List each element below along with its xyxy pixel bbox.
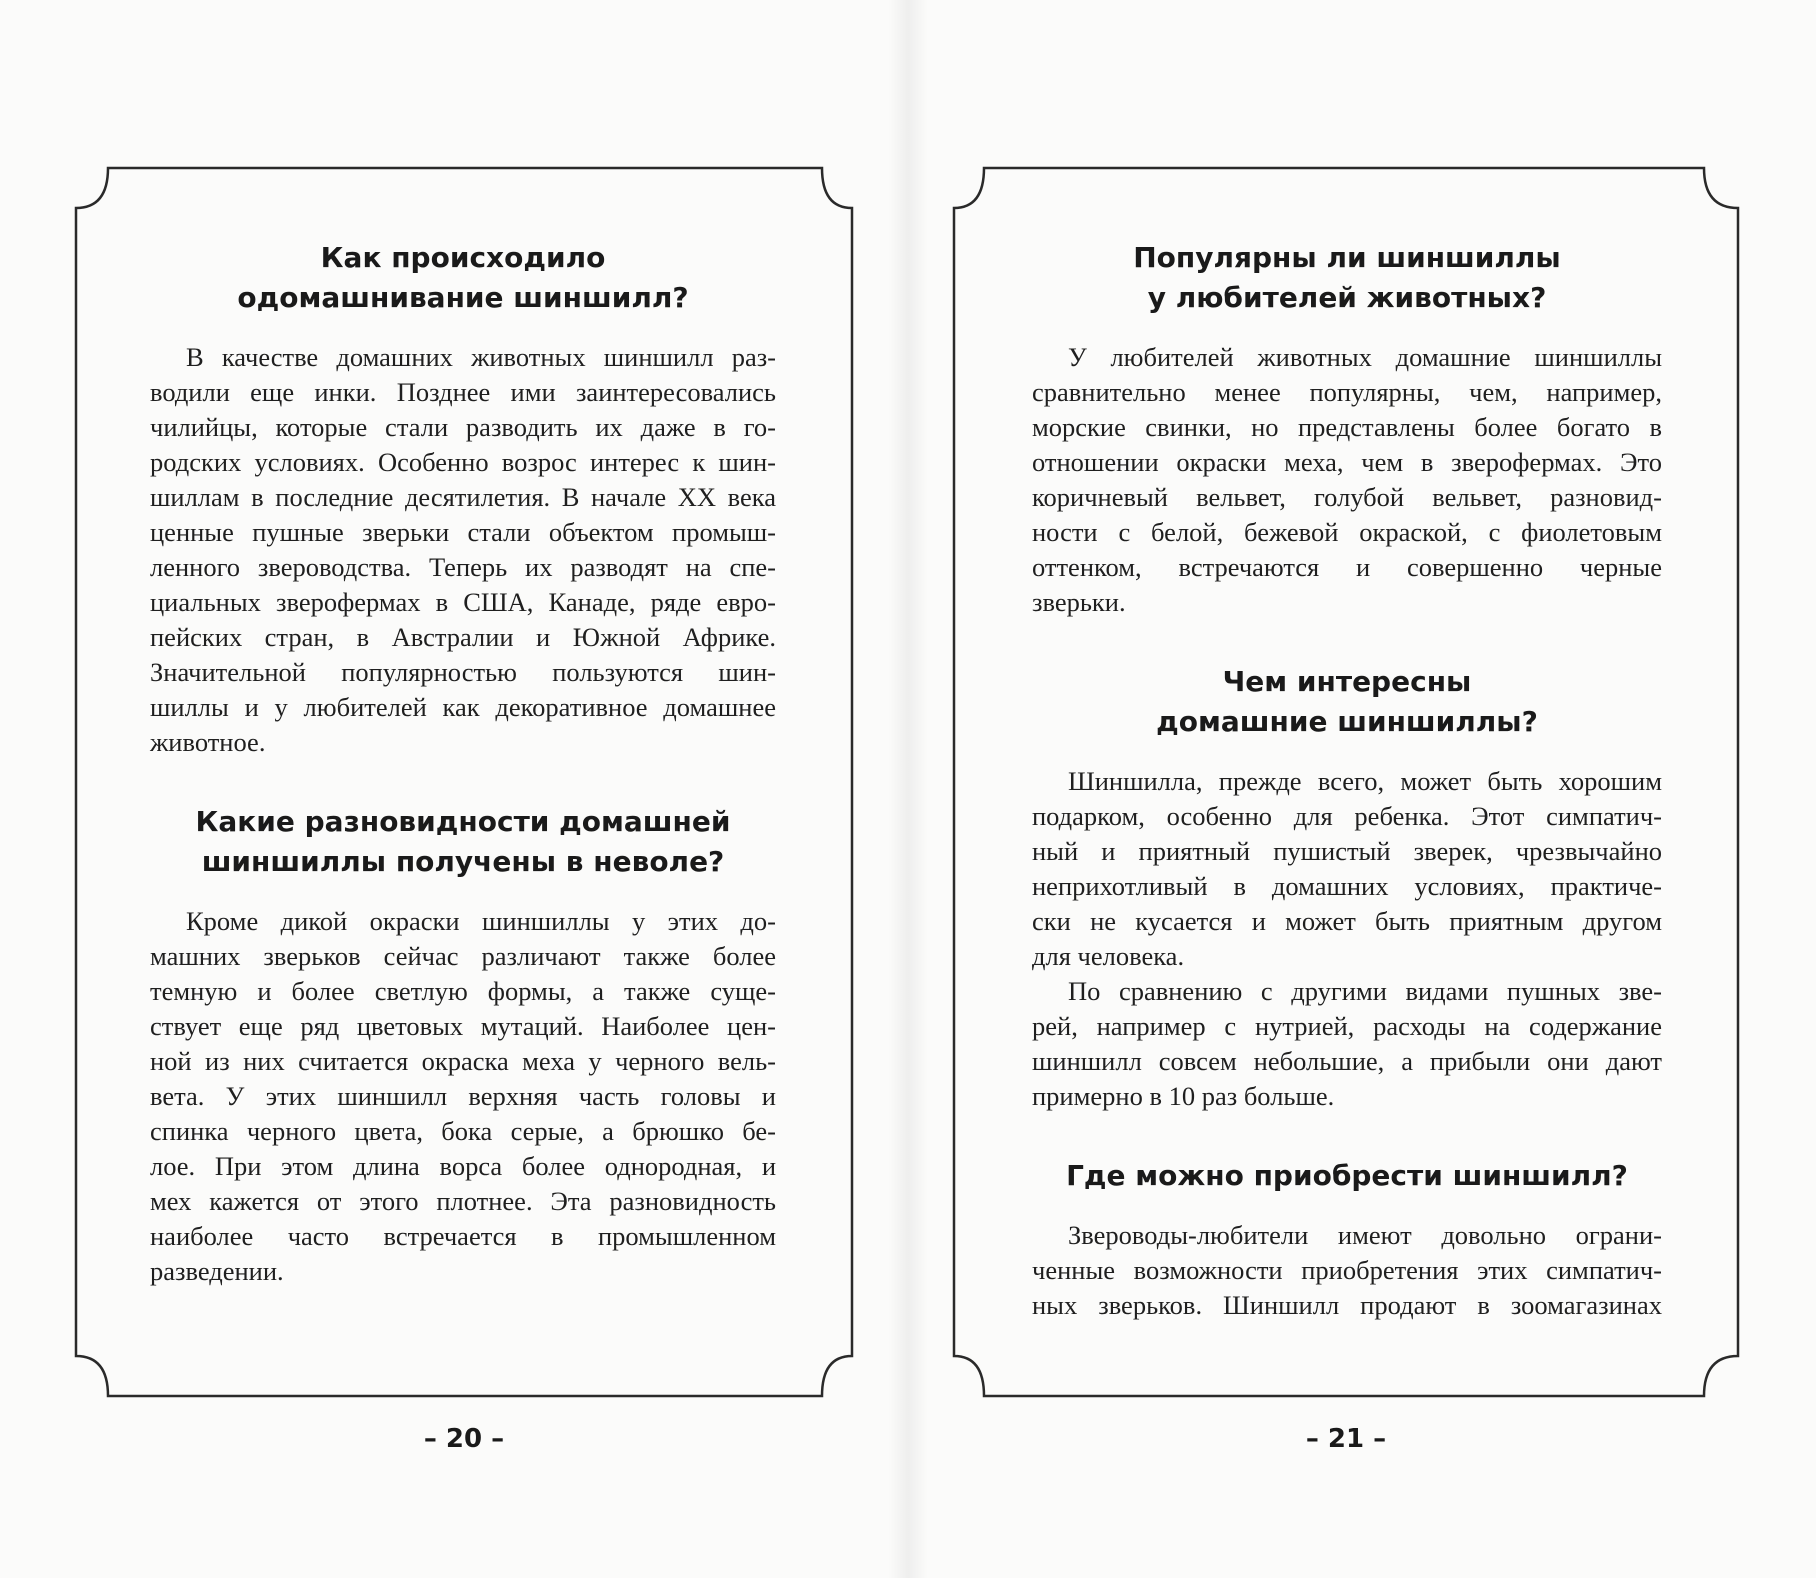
heading-line: Популярны ли шиншиллы — [1133, 241, 1561, 274]
heading-line: одомашнивание шиншилл? — [237, 281, 689, 314]
text-line: циальных зверофермах в США, Канаде, ряде евро- — [150, 587, 776, 617]
section-paragraph — [1032, 1218, 1662, 1323]
section-paragraph — [1032, 764, 1662, 974]
text-line: темную и более светлую формы, а также суще- — [150, 976, 776, 1006]
text-line: зверьки. — [1032, 587, 1126, 617]
text-line: По сравнению с другими видами пушных зве- — [1068, 976, 1662, 1006]
right-page-number: – 21 – — [1305, 1424, 1387, 1454]
text-line: животное. — [150, 727, 266, 757]
text-line: шиллы и у любителей как декоративное домашнее — [150, 692, 776, 722]
section-paragraph — [150, 340, 776, 760]
section-paragraph — [150, 904, 776, 1289]
heading-line: у любителей животных? — [1147, 281, 1547, 314]
left-page — [150, 238, 776, 1289]
text-line: разведении. — [150, 1256, 284, 1286]
text-line: мех кажется от этого плотнее. Эта разновидность — [150, 1186, 776, 1216]
text-line: Шиншилла, прежде всего, может быть хорошим — [1068, 766, 1662, 796]
left-section-1 — [150, 238, 776, 760]
text-line: ной из них считается окраска меха у черного вель- — [150, 1046, 776, 1076]
section-heading — [150, 238, 776, 318]
text-line: шиншилл совсем небольшие, а прибыли они дают — [1032, 1046, 1662, 1076]
right-page — [1032, 238, 1662, 1323]
section-paragraph — [1032, 974, 1662, 1114]
section-heading — [150, 802, 776, 882]
section-heading — [1032, 1156, 1662, 1196]
text-line: В качестве домашних животных шиншилл раз- — [186, 342, 776, 372]
text-line: Значительной популярностью пользуются шин- — [150, 657, 776, 687]
text-line: ченные возможности приобретения этих симпатич- — [1032, 1255, 1662, 1285]
heading-line: шиншиллы получены в неволе? — [201, 845, 725, 878]
text-line: машних зверьков сейчас различают также более — [150, 941, 776, 971]
right-section-2 — [1032, 662, 1662, 1114]
heading-line: Чем интересны — [1222, 665, 1472, 698]
text-line: наиболее часто встречается в промышленном — [150, 1221, 776, 1251]
text-line: вета. У этих шиншилл верхняя часть головы и — [150, 1081, 776, 1111]
heading-line: домашние шиншиллы? — [1156, 705, 1538, 738]
text-line: Кроме дикой окраски шиншиллы у этих до- — [186, 906, 776, 936]
heading-line: Какие разновидности домашней — [195, 805, 731, 838]
text-line: ленного звероводства. Теперь их разводят на спе- — [150, 552, 776, 582]
text-line: ценные пушные зверьки стали объектом промыш- — [150, 517, 776, 547]
text-line: шиллам в последние десятилетия. В начале XX века — [150, 482, 776, 512]
text-line: для человека. — [1032, 941, 1185, 971]
text-line: ствует еще ряд цветовых мутаций. Наиболее цен- — [150, 1011, 776, 1041]
section-heading — [1032, 238, 1662, 318]
text-line: морские свинки, но представлены более богато в — [1032, 412, 1662, 442]
text-line: ности с белой, бежевой окраской, с фиолетовым — [1032, 517, 1662, 547]
text-line: неприхотливый в домашних условиях, практиче- — [1032, 871, 1662, 901]
right-section-3 — [1032, 1156, 1662, 1323]
text-line: водили еще инки. Позднее ими заинтересовались — [150, 377, 776, 407]
text-line: ный и приятный пушистый зверек, чрезвычайно — [1032, 836, 1662, 866]
section-heading — [1032, 662, 1662, 742]
text-line: рей, например с нутрией, расходы на содержание — [1032, 1011, 1662, 1041]
text-line: ных зверьков. Шиншилл продают в зоомагазинах — [1032, 1290, 1662, 1320]
text-line: ски не кусается и может быть приятным другом — [1032, 906, 1662, 936]
text-line: пейских стран, в Австралии и Южной Африке. — [150, 622, 776, 652]
text-line: оттенком, встречаются и совершенно черные — [1032, 552, 1662, 582]
text-line: сравнительно менее популярны, чем, например, — [1032, 377, 1662, 407]
section-paragraph — [1032, 340, 1662, 620]
heading-line: Как происходило — [320, 241, 606, 274]
right-section-1 — [1032, 238, 1662, 620]
left-section-2 — [150, 802, 776, 1289]
text-line: Звероводы-любители имеют довольно ограни- — [1068, 1220, 1662, 1250]
text-line: родских условиях. Особенно возрос интерес к шин- — [150, 447, 776, 477]
text-line: примерно в 10 раз больше. — [1032, 1081, 1335, 1111]
text-line: отношении окраски меха, чем в зверофермах. Это — [1032, 447, 1662, 477]
text-line: спинка черного цвета, бока серые, а брюшко бе- — [150, 1116, 776, 1146]
text-line: лое. При этом длина ворса более однородная, и — [150, 1151, 776, 1181]
text-line: подарком, особенно для ребенка. Этот симпатич- — [1032, 801, 1662, 831]
text-line: чилийцы, которые стали разводить их даже в го- — [150, 412, 776, 442]
left-page-number: – 20 – — [423, 1424, 505, 1454]
text-line: У любителей животных домашние шиншиллы — [1068, 342, 1662, 372]
heading-line: Где можно приобрести шиншилл? — [1066, 1159, 1628, 1192]
text-line: коричневый вельвет, голубой вельвет, разновид- — [1032, 482, 1662, 512]
